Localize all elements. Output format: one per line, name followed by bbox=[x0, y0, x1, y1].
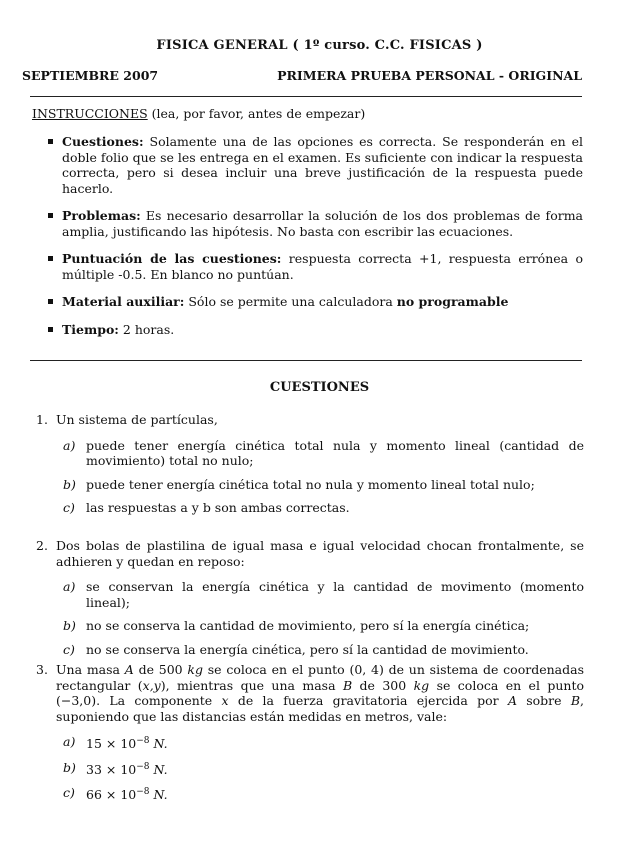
instructions-heading bbox=[32, 106, 365, 121]
stem-text: Una masa bbox=[56, 662, 125, 677]
option-value: 66 × 10 bbox=[86, 787, 137, 803]
instruction-text: 2 horas. bbox=[118, 321, 175, 337]
option-label: b) bbox=[63, 618, 76, 633]
question-stem bbox=[56, 662, 584, 724]
math-unit: kg bbox=[187, 662, 203, 677]
option-label: a) bbox=[63, 579, 76, 594]
option-text: no se conserva la cantidad de movimiento, pero sí la energía cinética; bbox=[86, 618, 530, 633]
instruction-label: Cuestiones: bbox=[62, 134, 144, 149]
instruction-text: Solamente una de las opciones es correcta. Se responderán en el doble folio que se les entrega en el examen. Es suficiente con indicar la respuesta correcta, pero si desea incluir una breve justificación de la respuesta puede hacerlo. bbox=[62, 134, 583, 196]
option-c bbox=[36, 500, 584, 516]
math-var: A bbox=[124, 662, 134, 677]
exam-date: SEPTIEMBRE 2007 bbox=[22, 68, 159, 83]
math-unit: kg bbox=[413, 677, 430, 693]
instruction-text: Sólo se permite una calculadora bbox=[184, 294, 397, 309]
bullet-icon bbox=[48, 213, 53, 218]
option-label: b) bbox=[63, 759, 76, 775]
option-label: a) bbox=[63, 734, 76, 749]
stem-text: de 300 bbox=[352, 677, 414, 693]
instruction-item-tiempo bbox=[48, 322, 583, 338]
math-var: A bbox=[507, 693, 517, 708]
bullet-icon bbox=[48, 139, 53, 144]
stem-text: sobre bbox=[516, 693, 571, 708]
option-exponent: −8 bbox=[136, 787, 150, 798]
instruction-item-puntuacion bbox=[48, 251, 583, 282]
instructions-list bbox=[48, 134, 583, 349]
math-var: x bbox=[221, 693, 229, 708]
question-options bbox=[36, 438, 584, 516]
option-b bbox=[36, 477, 584, 493]
option-b bbox=[36, 618, 584, 634]
option-value: 15 × 10 bbox=[86, 736, 137, 752]
option-c bbox=[36, 642, 584, 658]
option-exponent: −8 bbox=[136, 761, 150, 772]
instructions-heading-label: INSTRUCCIONES bbox=[32, 106, 148, 121]
instruction-item-cuestiones bbox=[48, 134, 583, 196]
option-label: c) bbox=[63, 785, 75, 801]
instruction-item-problemas bbox=[48, 208, 583, 239]
bullet-icon bbox=[48, 299, 53, 304]
question-options bbox=[36, 579, 584, 657]
option-text: puede tener energía cinética total no nula y momento lineal total nulo; bbox=[86, 476, 535, 492]
question-options bbox=[36, 734, 584, 803]
option-b bbox=[36, 760, 584, 778]
stem-text: , suponiendo que las distancias están medidas en metros, vale: bbox=[56, 693, 584, 724]
option-text: no se conserva la energía cinética, pero sí la cantidad de movimiento. bbox=[86, 641, 529, 657]
bullet-icon bbox=[48, 327, 53, 332]
option-c bbox=[36, 785, 584, 803]
option-label: c) bbox=[63, 641, 75, 657]
stem-text: de 500 bbox=[133, 662, 188, 677]
question-2 bbox=[36, 538, 584, 665]
stem-text: ), mientras que una masa bbox=[160, 677, 343, 693]
question-stem: Dos bolas de plastilina de igual masa e igual velocidad chocan frontalmente, se adhieren y quedan en reposo: bbox=[56, 538, 584, 569]
option-text: se conservan la energía cinética y la cantidad de movimento (momento lineal); bbox=[86, 579, 584, 610]
option-unit: N. bbox=[149, 761, 168, 777]
option-text: puede tener energía cinética total nula y momento lineal (cantidad de movimiento) total no nulo; bbox=[86, 437, 584, 468]
option-a bbox=[36, 579, 584, 610]
question-number: 1. bbox=[36, 412, 48, 427]
option-label: a) bbox=[63, 437, 76, 453]
option-exponent: −8 bbox=[136, 736, 150, 746]
instructions-heading-note: (lea, por favor, antes de empezar) bbox=[147, 106, 366, 121]
option-unit: N. bbox=[149, 787, 168, 803]
option-text: las respuestas a y b son ambas correctas. bbox=[86, 500, 350, 515]
instruction-emphasis: no programable bbox=[396, 294, 509, 309]
instruction-text: respuesta correcta +1, respuesta errónea o múltiple -0.5. En blanco no puntúan. bbox=[62, 251, 583, 282]
question-stem: Un sistema de partículas, bbox=[56, 412, 218, 427]
question-1 bbox=[36, 412, 584, 524]
section-title: CUESTIONES bbox=[269, 380, 370, 395]
math-var: x,y bbox=[142, 677, 161, 693]
stem-text: se coloca en el punto (−3,0). La componente bbox=[56, 677, 584, 708]
option-value: 33 × 10 bbox=[86, 761, 137, 777]
math-var: B bbox=[570, 693, 581, 708]
instruction-text: Es necesario desarrollar la solución de los dos problemas de forma amplia, justificando las hipótesis. No basta con escribir las ecuaciones. bbox=[62, 208, 583, 239]
instruction-label: Tiempo: bbox=[62, 321, 119, 337]
option-label: c) bbox=[63, 500, 75, 515]
instruction-label: Problemas: bbox=[62, 208, 141, 223]
option-a bbox=[36, 438, 584, 469]
question-number: 2. bbox=[36, 538, 48, 553]
section-divider bbox=[30, 360, 582, 361]
exam-title: FISICA GENERAL ( 1º curso. C.C. FISICAS ) bbox=[156, 38, 483, 53]
option-a bbox=[36, 734, 584, 752]
stem-text: se coloca en el punto (0, 4) de un sistema de coordenadas rectangular ( bbox=[56, 662, 584, 693]
instruction-item-material bbox=[48, 294, 583, 310]
instruction-label: Material auxiliar: bbox=[62, 294, 185, 309]
question-3 bbox=[36, 662, 584, 811]
exam-name: PRIMERA PRUEBA PERSONAL - ORIGINAL bbox=[277, 68, 582, 83]
instruction-label: Puntuación de las cuestiones: bbox=[62, 251, 282, 266]
bullet-icon bbox=[48, 256, 53, 261]
option-unit: N. bbox=[149, 736, 168, 752]
header-divider bbox=[30, 96, 582, 97]
question-number: 3. bbox=[36, 662, 48, 677]
stem-text: de la fuerza gravitatoria ejercida por bbox=[228, 693, 508, 708]
option-label: b) bbox=[63, 476, 76, 492]
math-var: B bbox=[342, 677, 353, 693]
